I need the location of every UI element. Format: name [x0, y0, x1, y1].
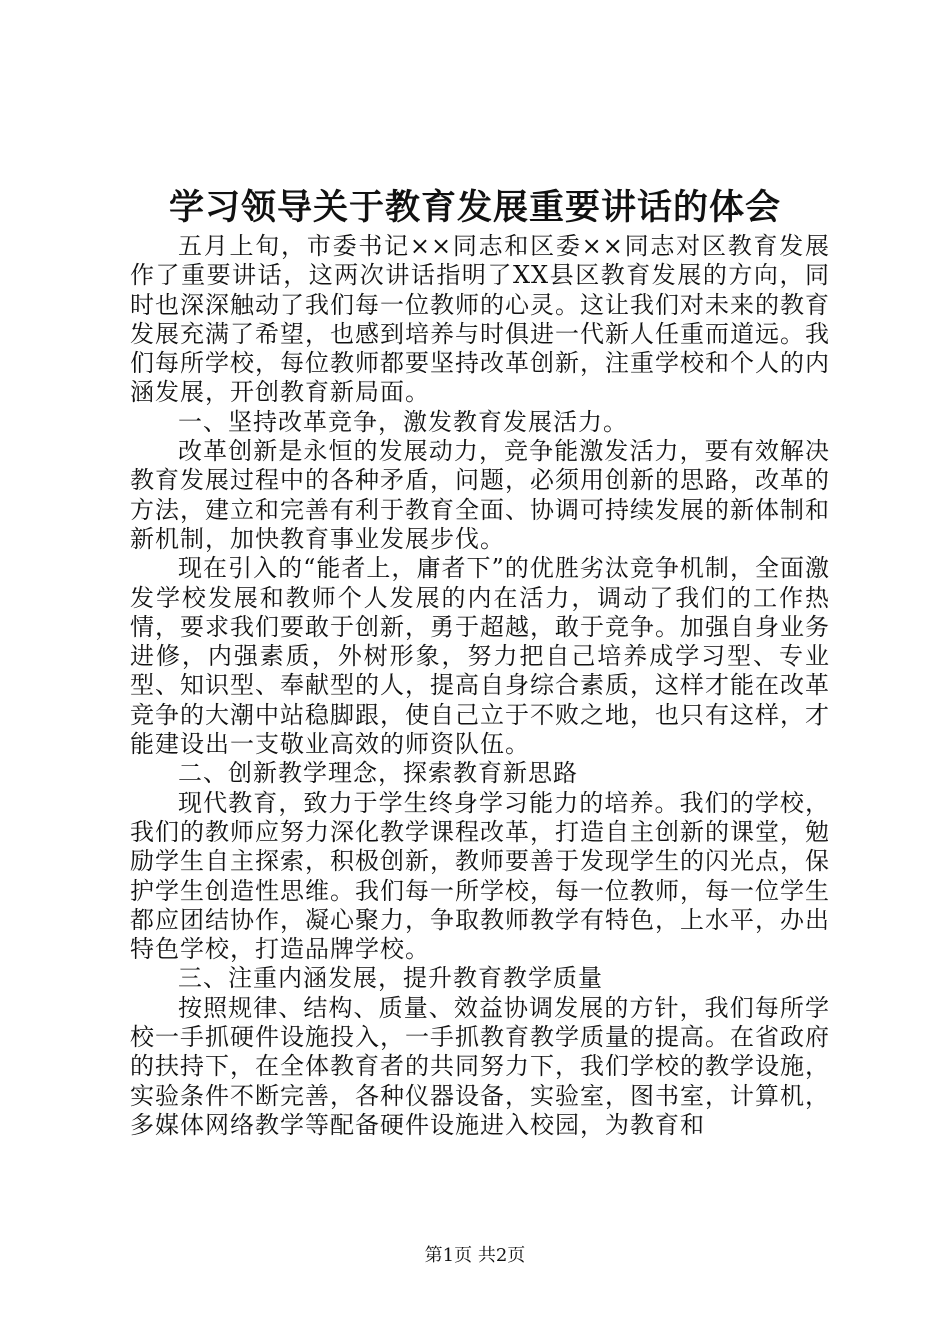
paragraph-quality: 按照规律、结构、质量、效益协调发展的方针，我们每所学校一手抓硬件设施投入，一手抓教育教学质量的提高。在省政府的扶持下，在全体教育者的共同努力下，我们学校的教学设施，实验条件不断完善，各种仪器设备，实验室，图书室，计算机，多媒体网络教学等配备硬件设施进入校园，为教育和 — [130, 993, 830, 1139]
page-footer: 第1页 共2页 — [424, 1245, 526, 1266]
document-body — [130, 232, 830, 1140]
paragraph-modern-education: 现代教育，致力于学生终身学习能力的培养。我们的学校，我们的教师应努力深化教学课程改革，打造自主创新的课堂，勉励学生自主探索，积极创新，教师要善于发现学生的闪光点，保护学生创造性思维。我们每一所学校，每一位教师，每一位学生都应团结协作，凝心聚力，争取教师教学有特色，上水平，办出特色学校，打造品牌学校。 — [130, 788, 830, 964]
paragraph-competition: 现在引入的“能者上，庸者下”的优胜劣汰竞争机制，全面激发学校发展和教师个人发展的内在活力，调动了我们的工作热情，要求我们要敢于创新，勇于超越，敢于竞争。加强自身业务进修，内强素质，外树形象，努力把自己培养成学习型、专业型、知识型、奉献型的人，提高自身综合素质，这样才能在改革竞争的大潮中站稳脚跟，使自己立于不败之地，也只有这样，才能建设出一支敬业高效的师资队伍。 — [130, 554, 830, 759]
paragraph-intro: 五月上旬，市委书记××同志和区委××同志对区教育发展作了重要讲话，这两次讲话指明了XX县区教育发展的方向，同时也深深触动了我们每一位教师的心灵。这让我们对未来的教育发展充满了希望，也感到培养与时俱进一代新人任重而道远。我们每所学校，每位教师都要坚持改革创新，注重学校和个人的内涵发展，开创教育新局面。 — [130, 232, 830, 407]
document-title: 学习领导关于教育发展重要讲话的体会 — [168, 187, 781, 228]
section-heading-1: 一、坚持改革竞争，激发教育发展活力。 — [178, 407, 628, 436]
section-heading-3: 三、注重内涵发展，提升教育教学质量 — [178, 964, 603, 993]
paragraph-reform: 改革创新是永恒的发展动力，竞争能激发活力，要有效解决教育发展过程中的各种矛盾，问题，必须用创新的思路，改革的方法，建立和完善有利于教育全面、协调可持续发展的新体制和新机制，加快教育事业发展步伐。 — [130, 437, 830, 553]
section-heading-2: 二、创新教学理念，探索教育新思路 — [178, 759, 578, 788]
